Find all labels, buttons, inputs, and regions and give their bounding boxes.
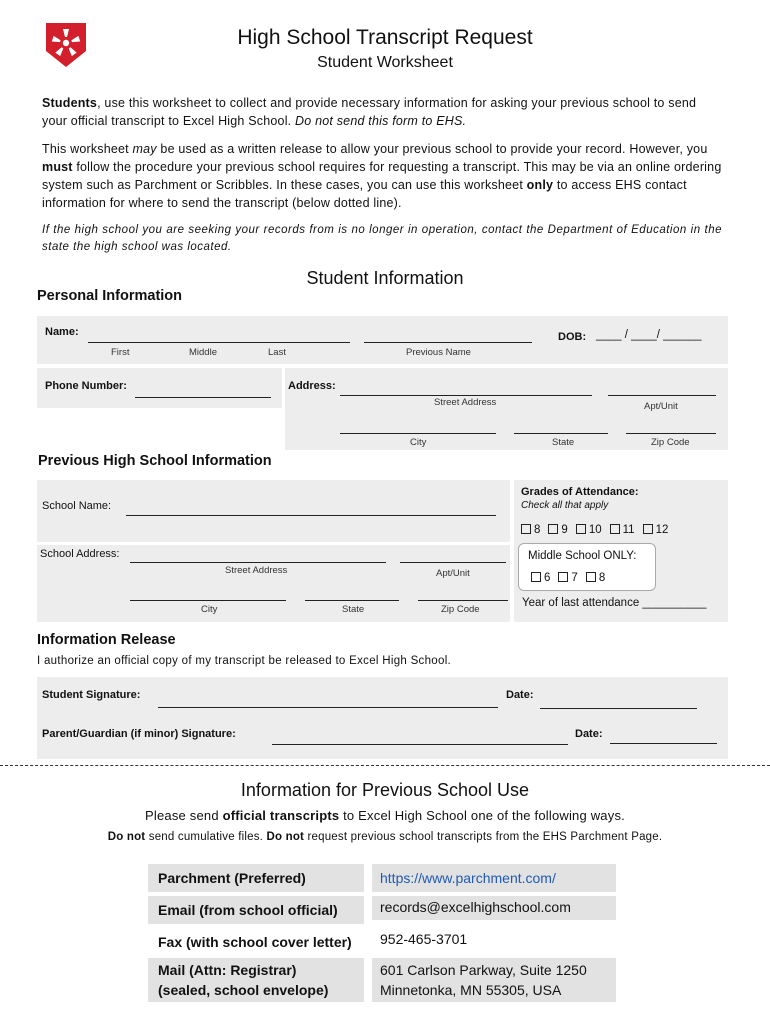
grade-12-checkbox[interactable]: 12: [643, 524, 669, 536]
email-row-label: Email (from school official): [148, 896, 364, 924]
parent-signature-input[interactable]: [272, 744, 568, 745]
release-statement: I authorize an official copy of my transcript be released to Excel High School.: [37, 655, 452, 667]
dotted-separator: [0, 765, 770, 766]
date-label-2: Date:: [575, 728, 603, 740]
intro-italic: Do not send this form to EHS.: [295, 114, 467, 128]
school-street-input[interactable]: [130, 562, 386, 563]
school-state-caption: State: [342, 604, 365, 615]
school-address-label: School Address:: [40, 548, 120, 560]
middle-school-box: [518, 543, 656, 591]
zip-input[interactable]: [626, 433, 716, 434]
grades-heading: Grades of Attendance:: [521, 486, 639, 498]
city-caption: City: [410, 437, 427, 448]
grades-hint: Check all that apply: [521, 500, 609, 511]
email-value[interactable]: records@excelhighschool.com: [372, 896, 616, 920]
state-input[interactable]: [514, 433, 608, 434]
signature-panel: [37, 677, 728, 759]
school-city-input[interactable]: [130, 600, 286, 601]
parchment-row-label: Parchment (Preferred): [148, 864, 364, 892]
p2-only: only: [526, 178, 554, 192]
p2-must: must: [42, 160, 73, 174]
page-subtitle: Student Worksheet: [317, 54, 453, 71]
grade-11-checkbox[interactable]: 11: [610, 524, 635, 536]
student-signature-input[interactable]: [158, 707, 498, 708]
street-input[interactable]: [340, 395, 592, 396]
parchment-link[interactable]: https://www.parchment.com/: [372, 864, 616, 892]
middle-name-caption: Middle: [189, 347, 217, 358]
date-label: Date:: [506, 689, 534, 701]
intro-paragraph-1: [42, 94, 722, 130]
apt-input[interactable]: [608, 395, 716, 396]
fax-value: 952-465-3701: [372, 928, 616, 952]
school-name-input[interactable]: [126, 515, 496, 516]
school-apt-input[interactable]: [400, 562, 506, 563]
release-heading: Information Release: [37, 632, 176, 648]
school-state-input[interactable]: [305, 600, 399, 601]
apt-caption: Apt/Unit: [644, 401, 678, 412]
school-use-line-1: Please send official transcripts to Excel High School one of the following ways.: [145, 808, 625, 823]
student-info-heading: Student Information: [306, 268, 464, 288]
previous-name-input[interactable]: [364, 342, 532, 343]
previous-name-caption: Previous Name: [406, 347, 471, 358]
school-use-heading: Information for Previous School Use: [240, 780, 530, 800]
parent-date-input[interactable]: [610, 743, 717, 744]
personal-info-heading: Personal Information: [37, 288, 183, 304]
school-zip-caption: Zip Code: [441, 604, 480, 615]
fax-row-label: Fax (with school cover letter): [148, 928, 364, 956]
phone-label: Phone Number:: [45, 380, 127, 392]
grade-9-checkbox[interactable]: 9: [548, 524, 567, 536]
p2-text-c: follow the procedure your previous school requires for requesting a transcript. This may be via an online ordering system such as Parchment or Scribbles. In these cases, you can use this worksheet: [42, 160, 722, 192]
p2-text-a: This worksheet: [42, 142, 133, 156]
year-last-input[interactable]: __________: [642, 597, 707, 609]
previous-school-heading: Previous High School Information: [38, 453, 272, 469]
grade-7-checkbox[interactable]: 7: [558, 572, 577, 584]
address-label: Address:: [288, 380, 336, 392]
last-name-caption: Last: [268, 347, 286, 358]
phone-input[interactable]: [135, 397, 271, 398]
student-date-input[interactable]: [540, 708, 697, 709]
page-title: High School Transcript Request: [237, 26, 533, 49]
grade-middle-8-checkbox[interactable]: 8: [586, 572, 605, 584]
school-zip-input[interactable]: [418, 600, 508, 601]
grade-10-checkbox[interactable]: 10: [576, 524, 602, 536]
year-last-label: Year of last attendance __________: [522, 597, 707, 609]
p2-may: may: [132, 142, 157, 156]
school-use-line-2: Do not send cumulative files. Do not request previous school transcripts from the EHS Parchment Page.: [107, 831, 663, 843]
grade-8-checkbox[interactable]: 8: [521, 524, 540, 536]
dob-input[interactable]: ____ / ____/ ______: [596, 329, 702, 341]
street-caption: Street Address: [434, 397, 497, 408]
dob-label: DOB:: [558, 331, 587, 343]
name-label: Name:: [45, 326, 79, 338]
intro-students-bold: Students: [42, 96, 98, 110]
middle-grades-checkboxes: [531, 568, 613, 586]
grades-checkboxes: [521, 520, 676, 538]
grade-6-checkbox[interactable]: 6: [531, 572, 550, 584]
school-name-label: School Name:: [42, 500, 112, 512]
first-name-caption: First: [111, 347, 130, 358]
intro-paragraph-2: [42, 140, 726, 212]
middle-school-label: Middle School ONLY:: [528, 550, 637, 562]
parent-signature-label: Parent/Guardian (if minor) Signature:: [42, 728, 236, 740]
school-apt-caption: Apt/Unit: [436, 568, 470, 579]
zip-caption: Zip Code: [651, 437, 690, 448]
school-street-caption: Street Address: [225, 565, 288, 576]
intro-text: , use this worksheet to collect and provide necessary information for asking your previous school to send your official transcript to Excel High School.: [42, 96, 697, 128]
mail-address-value: 601 Carlson Parkway, Suite 1250 Minnetonka, MN 55305, USA: [372, 958, 616, 1002]
state-caption: State: [552, 437, 575, 448]
name-input[interactable]: [88, 342, 350, 343]
mail-row-label: Mail (Attn: Registrar) (sealed, school envelope): [148, 958, 364, 1002]
p2-text-b: be used as a written release to allow your previous school to provide your record. However, you: [156, 142, 708, 156]
intro-paragraph-3: If the high school you are seeking your records from is no longer in operation, contact the Department of Education in the state the high school was located.: [42, 224, 722, 253]
p2-text-d: to access EHS contact information for where to send the transcript (below dotted line).: [42, 178, 687, 210]
student-signature-label: Student Signature:: [42, 689, 141, 701]
school-city-caption: City: [201, 604, 218, 615]
city-input[interactable]: [340, 433, 496, 434]
